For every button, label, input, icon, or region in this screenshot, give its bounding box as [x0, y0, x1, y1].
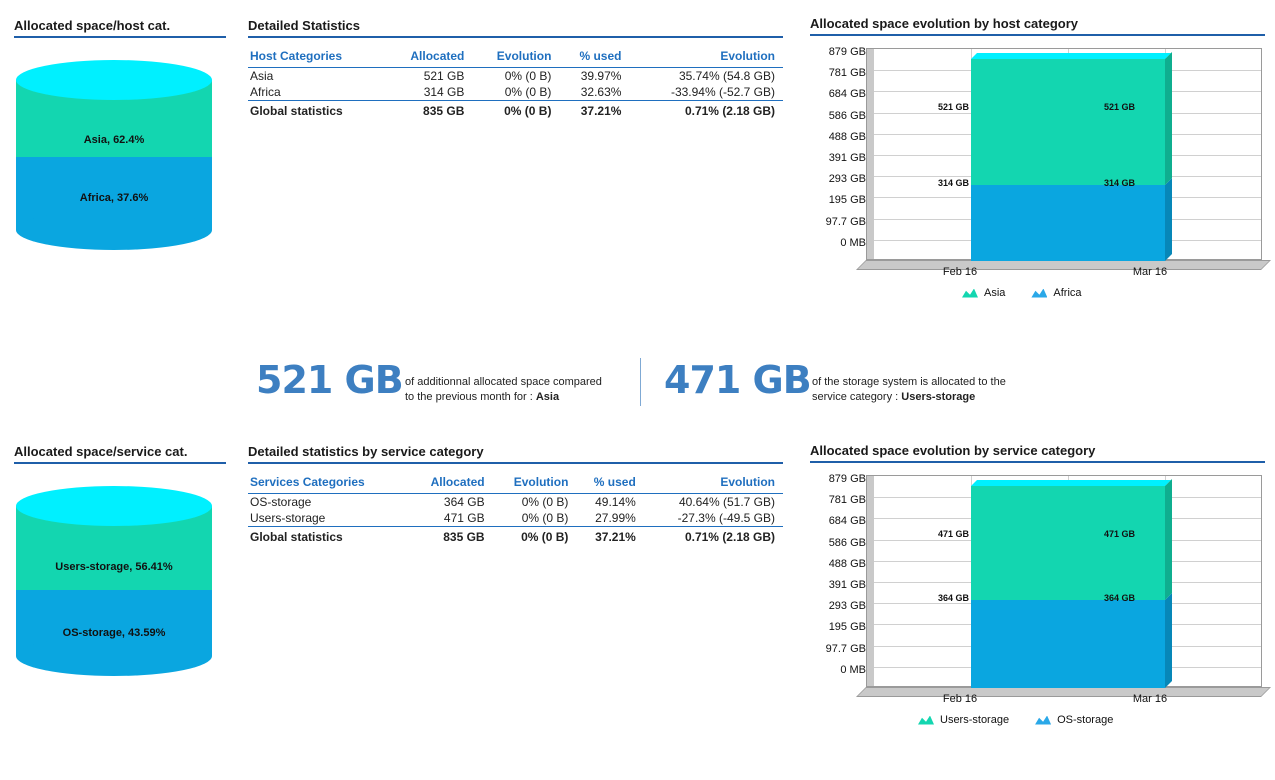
col-header-evolution-2: Evolution: [644, 472, 783, 494]
cell-total-allocated: 835 GB: [410, 527, 493, 546]
chart-plot-area: [874, 48, 1262, 260]
chart-floor: [856, 687, 1271, 697]
cell-percent-used: 49.14%: [595, 495, 636, 509]
cell-allocated: 521 GB: [423, 69, 465, 83]
table-row: [248, 494, 783, 511]
service-table-title: Detailed statistics by service category: [248, 444, 783, 464]
y-tick: 293 GB: [828, 173, 866, 186]
chart-legend: [962, 287, 1082, 299]
table-header-row: [248, 46, 783, 68]
y-tick: 488 GB: [828, 130, 866, 143]
cell-allocated: 471 GB: [443, 511, 485, 525]
pie-label-asia: Asia, 62.4%: [83, 134, 145, 146]
cell-evolution-2: -33.94% (-52.7 GB): [670, 85, 775, 99]
y-tick: 586 GB: [828, 536, 866, 549]
kpi-right-text: [812, 375, 1072, 405]
col-header-evolution: Evolution: [493, 472, 577, 494]
cell-total-allocated: 835 GB: [386, 101, 472, 120]
cell-allocated: 314 GB: [423, 85, 465, 99]
host-table-title-wrap: [248, 18, 783, 38]
service-pie-title: Allocated space/service cat.: [14, 444, 226, 464]
y-tick: 0 MB: [840, 663, 866, 676]
host-chart-title-wrap: [810, 16, 1265, 36]
host-pie-title: Allocated space/host cat.: [14, 18, 226, 38]
y-tick: 97.7 GB: [825, 642, 866, 655]
table-row: [248, 510, 783, 527]
cell-category: Asia: [250, 69, 274, 83]
pie-slice-users-storage: [16, 506, 212, 590]
cell-total-percent-used: 37.21%: [559, 101, 629, 120]
y-tick: 0 MB: [840, 236, 866, 249]
y-tick: 391 GB: [828, 151, 866, 164]
pie-label-os-storage: OS-storage, 43.59%: [62, 627, 166, 639]
cell-evolution: 0% (0 B): [521, 495, 569, 509]
cell-evolution-2: 40.64% (51.7 GB): [678, 495, 775, 509]
cell-total-label: Global statistics: [248, 101, 386, 120]
legend-label: Asia: [984, 287, 1006, 299]
bar-value-label: 471 GB: [1104, 529, 1136, 539]
y-tick: 684 GB: [828, 88, 866, 101]
service-evolution-chart: [810, 469, 1265, 726]
pie-slice-os-storage: [16, 590, 212, 656]
legend-item-africa: [1031, 287, 1081, 299]
y-tick: 195 GB: [828, 194, 866, 207]
chart-floor: [856, 260, 1271, 270]
col-header-category: Host Categories: [248, 46, 386, 68]
table-total-row: [248, 527, 783, 546]
bar-value-label: 364 GB: [938, 593, 970, 603]
legend-item-asia: [962, 287, 1005, 299]
col-header-category: Services Categories: [248, 472, 410, 494]
cell-allocated: 364 GB: [443, 495, 485, 509]
col-header-allocated: Allocated: [386, 46, 472, 68]
x-tick: Feb 16: [942, 693, 978, 705]
col-header-evolution-2: Evolution: [629, 46, 783, 68]
table-row: [248, 84, 783, 101]
cell-total-percent-used: 37.21%: [576, 527, 643, 546]
y-tick: 195 GB: [828, 621, 866, 634]
legend-label: Africa: [1053, 287, 1082, 299]
service-chart-title: Allocated space evolution by service category: [810, 443, 1265, 463]
host-stats-table: [248, 46, 783, 119]
kpi-left-line1: of additionnal allocated space compared: [405, 376, 602, 388]
kpi-left-number: 521 GB: [256, 358, 403, 402]
col-header-allocated: Allocated: [410, 472, 493, 494]
bar-value-label: 314 GB: [938, 178, 970, 188]
service-chart-title-wrap: [810, 443, 1265, 463]
table-header-row: [248, 472, 783, 494]
cell-percent-used: 32.63%: [580, 85, 622, 99]
legend-item-os-storage: [1035, 714, 1113, 726]
x-tick: Mar 16: [1132, 266, 1168, 278]
table-row: [248, 68, 783, 85]
y-tick: 488 GB: [828, 557, 866, 570]
cell-evolution: 0% (0 B): [521, 511, 569, 525]
cell-evolution: 0% (0 B): [504, 85, 552, 99]
kpi-right-line1: of the storage system is allocated to the: [812, 376, 1006, 388]
y-tick: 684 GB: [828, 515, 866, 528]
kpi-left-line2-pre: to the previous month for :: [405, 390, 536, 403]
host-table-title: Detailed Statistics: [248, 18, 783, 38]
table-total-row: [248, 101, 783, 120]
legend-swatch-icon: [918, 716, 934, 725]
bar-value-label: 364 GB: [1104, 593, 1136, 603]
legend-label: Users-storage: [940, 714, 1010, 726]
kpi-divider: [640, 358, 641, 406]
cell-percent-used: 27.99%: [595, 511, 636, 525]
kpi-right-number: 471 GB: [664, 358, 811, 402]
legend-swatch-icon: [1035, 716, 1051, 725]
cell-total-evolution: 0% (0 B): [493, 527, 577, 546]
cell-category: OS-storage: [250, 495, 312, 509]
host-pie-title-wrap: [14, 18, 226, 38]
pie-label-users-storage: Users-storage, 56.41%: [55, 561, 173, 573]
bar-group: [971, 49, 1165, 261]
cell-evolution-2: -27.3% (-49.5 GB): [677, 511, 775, 525]
cell-total-label: Global statistics: [248, 527, 410, 546]
legend-swatch-icon: [962, 289, 978, 298]
bar-segment-africa: [971, 185, 1165, 261]
y-tick: 879 GB: [828, 46, 866, 58]
bar-segment-asia: [971, 59, 1165, 185]
cell-percent-used: 39.97%: [580, 69, 622, 83]
y-tick: 879 GB: [828, 473, 866, 485]
host-chart-title: Allocated space evolution by host category: [810, 16, 1265, 36]
kpi-left-line2-bold: Asia: [535, 390, 560, 403]
service-pie-title-wrap: [14, 444, 226, 464]
bar-segment-users-storage: [971, 486, 1165, 600]
legend-swatch-icon: [1031, 289, 1047, 298]
y-tick: 391 GB: [828, 578, 866, 591]
cell-total-evolution-2: 0.71% (2.18 GB): [644, 527, 783, 546]
kpi-right-line2-pre: service category :: [812, 390, 902, 403]
cell-total-evolution: 0% (0 B): [472, 101, 559, 120]
legend-label: OS-storage: [1057, 714, 1114, 726]
service-stats-table: [248, 472, 783, 545]
kpi-left-text: [405, 375, 637, 405]
chart-legend: [918, 714, 1113, 726]
bar-value-label: 314 GB: [1104, 178, 1136, 188]
bar-value-label: 471 GB: [938, 529, 970, 539]
service-pie-chart: [16, 488, 216, 678]
y-tick: 293 GB: [828, 600, 866, 613]
cell-total-evolution-2: 0.71% (2.18 GB): [629, 101, 783, 120]
legend-item-users-storage: [918, 714, 1009, 726]
cell-evolution: 0% (0 B): [504, 69, 552, 83]
y-tick: 97.7 GB: [825, 215, 866, 228]
cell-category: Africa: [250, 85, 281, 99]
bar-value-label: 521 GB: [938, 102, 970, 112]
col-header-evolution: Evolution: [472, 46, 559, 68]
y-tick: 781 GB: [828, 67, 866, 80]
x-tick: Mar 16: [1132, 693, 1168, 705]
y-tick: 781 GB: [828, 494, 866, 507]
cell-category: Users-storage: [250, 511, 326, 525]
kpi-right-value: [664, 358, 811, 402]
bar-group: [971, 476, 1165, 688]
y-tick: 586 GB: [828, 109, 866, 122]
host-pie-chart: [16, 62, 216, 252]
pie-label-africa: Africa, 37.6%: [79, 192, 149, 204]
kpi-left-value: [256, 358, 403, 402]
kpi-right-line2-bold: Users-storage: [901, 390, 976, 403]
col-header-percent-used: % used: [559, 46, 629, 68]
host-evolution-chart: [810, 42, 1265, 299]
bar-segment-os-storage: [971, 600, 1165, 688]
cell-evolution-2: 35.74% (54.8 GB): [678, 69, 775, 83]
x-tick: Feb 16: [942, 266, 978, 278]
col-header-percent-used: % used: [576, 472, 643, 494]
bar-value-label: 521 GB: [1104, 102, 1136, 112]
service-table-title-wrap: [248, 444, 783, 464]
chart-plot-area: [874, 475, 1262, 687]
